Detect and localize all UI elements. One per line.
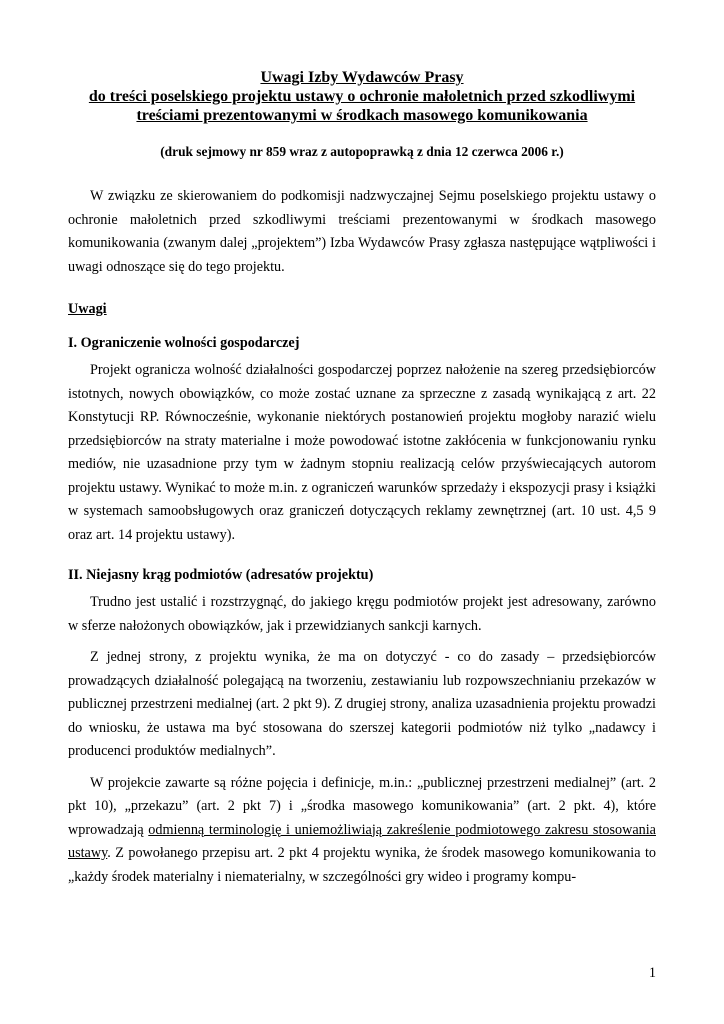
- document-page: [68, 68, 656, 889]
- uwagi-heading: Uwagi: [68, 301, 107, 317]
- underlined-phrase: odmienną terminologię i uniemożliwiają zakreślenie podmiotowego zakresu stosowania ustawy: [68, 821, 656, 861]
- section-1-paragraph: Projekt ogranicza wolność działalności gospodarczej poprzez nałożenie na szereg przedsiębiorców istotnych, nowych obowiązków, co może zostać uznane za sprzeczne z zasadą wynikającą z art. 22 Konstytucji RP. Równocześnie, wykonanie niektórych postanowień projektu mogłoby narazić wielu przedsiębiorców na straty materialne i może powodować istotne zakłócenia w funkcjonowaniu rynku mediów, nie uzasadnione przy tym w żadnym stopniu realizacją celów przyświecających autorom projektu ustawy. Wynikać to może m.in. z ograniczeń warunków sprzedaży i ekspozycji prasy i książki w systemach samoobsługowych oraz graniczeń dotyczących reklamy zewnętrznej (art. 10 ust. 4,5 9 oraz art. 14 projektu ustawy).: [68, 362, 656, 543]
- section-1-heading: I. Ograniczenie wolności gospodarczej: [68, 335, 300, 351]
- title-line-3: treściami prezentowanymi w środkach masowego komunikowania: [136, 107, 588, 124]
- section-2-heading: II. Niejasny krąg podmiotów (adresatów projektu): [68, 567, 374, 583]
- paragraph-3-text-start: W projekcie zawarte są różne pojęcia i definicje, m.in.: „publicznej przestrzeni medialnej” (art. 2 pkt 10), „przekazu” (art. 2 pkt 7) i „środka masowego komunikowania” (art. 2 pkt. 4), które wprowadzają: [68, 774, 656, 838]
- title-line-1: Uwagi Izby Wydawców Prasy: [260, 69, 464, 86]
- document-subtitle: (druk sejmowy nr 859 wraz z autopoprawką z dnia 12 czerwca 2006 r.): [160, 144, 564, 159]
- page-number: 1: [648, 965, 656, 981]
- section-2-paragraph-2: Z jednej strony, z projektu wynika, że ma on dotyczyć - co do zasady – przedsiębiorców prowadzących działalność polegającą na tworzeniu, zestawianiu lub rozpowszechnianiu przekazów w publicznej przestrzeni medialnej (art. 2 pkt 9). Z drugiej strony, analiza uzasadnienia projektu prowadzi do wniosku, że ustawa ma być stosowana do szerszej kategorii podmiotów niż tylko „nadawcy i producenci produktów medialnych”.: [68, 649, 656, 759]
- section-2-paragraph-3: [68, 772, 656, 890]
- intro-paragraph: W związku ze skierowaniem do podkomisji nadzwyczajnej Sejmu poselskiego projektu ustawy o ochronie małoletnich przed szkodliwymi treściami prezentowanymi w środkach masowego komunikowania (zwanym dalej „projektem”) Izba Wydawców Prasy zgłasza następujące wątpliwości i uwagi odnoszące się do tego projektu.: [68, 188, 656, 275]
- paragraph-3-text-end: . Z powołanego przepisu art. 2 pkt 4 projektu wynika, że środek masowego komunikowania to „każdy środek materialny i niematerialny, w szczególności gry wideo i programy kompu-: [68, 845, 656, 885]
- title-line-2: do treści poselskiego projektu ustawy o ochronie małoletnich przed szkodliwymi: [88, 88, 636, 105]
- document-title: [68, 68, 656, 125]
- section-2-paragraph-1: Trudno jest ustalić i rozstrzygnąć, do jakiego kręgu podmiotów projekt jest adresowany, zarówno w sferze nałożonych obowiązków, jak i przewidzianych sankcji karnych.: [68, 594, 656, 634]
